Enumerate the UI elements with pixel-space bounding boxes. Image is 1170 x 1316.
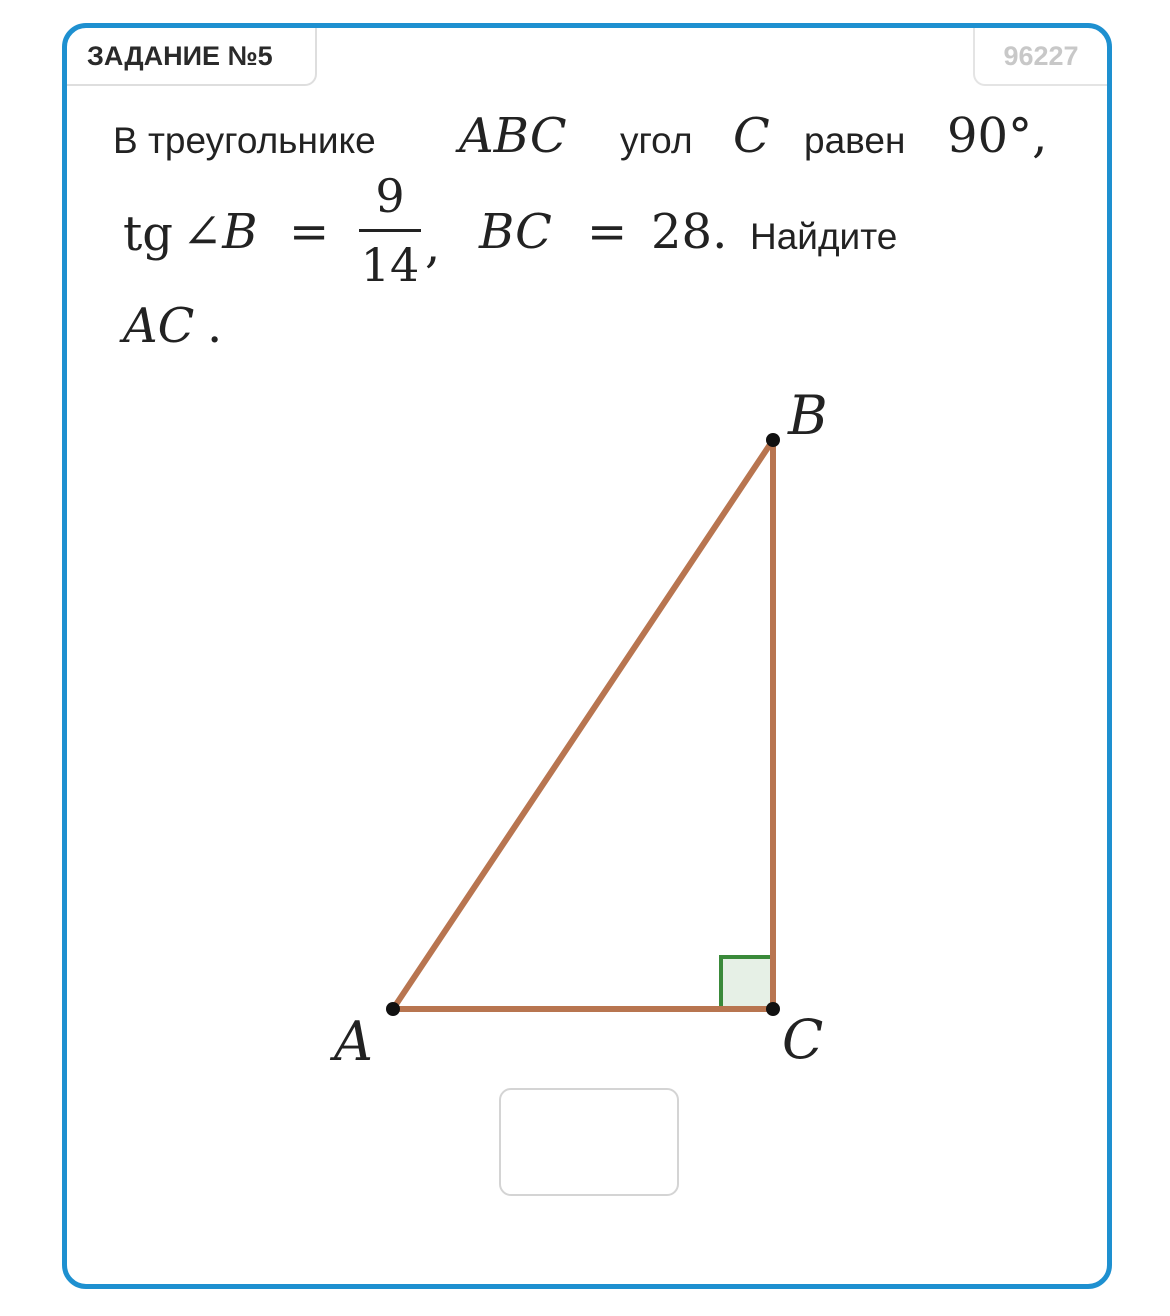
target-period: .: [207, 298, 223, 354]
side-name: BC: [479, 204, 552, 260]
task-number-tab: ЗАДАНИЕ №5: [67, 28, 317, 86]
point-c: [766, 1002, 780, 1016]
vertex-label-c: C: [782, 1008, 824, 1071]
angle-word: угол: [620, 120, 693, 161]
fraction-denominator: 14: [360, 238, 420, 292]
side-equals: =: [587, 204, 628, 260]
problem-text-prefix: В треугольнике: [113, 120, 376, 161]
angle-value: 90°,: [947, 108, 1048, 164]
side-ab: [393, 440, 773, 1009]
side-value: 28.: [651, 204, 728, 260]
angle-vertex: C: [733, 108, 770, 164]
equals-word: равен: [804, 120, 906, 161]
target-side: AC: [123, 298, 195, 354]
equals-sign: =: [289, 204, 330, 260]
vertex-label-a: A: [334, 1010, 373, 1073]
tg-text: tg: [123, 206, 174, 262]
task-id: 96227: [973, 28, 1107, 86]
triangle-name: ABC: [459, 108, 567, 164]
angle-b: ∠B: [182, 204, 258, 260]
right-angle-marker: [721, 957, 773, 1009]
point-b: [766, 433, 780, 447]
fraction-numerator: 9: [375, 169, 405, 223]
point-a: [386, 1002, 400, 1016]
fraction-comma: ,: [425, 218, 441, 274]
find-word: Найдите: [750, 216, 898, 257]
vertex-label-b: B: [788, 384, 828, 447]
